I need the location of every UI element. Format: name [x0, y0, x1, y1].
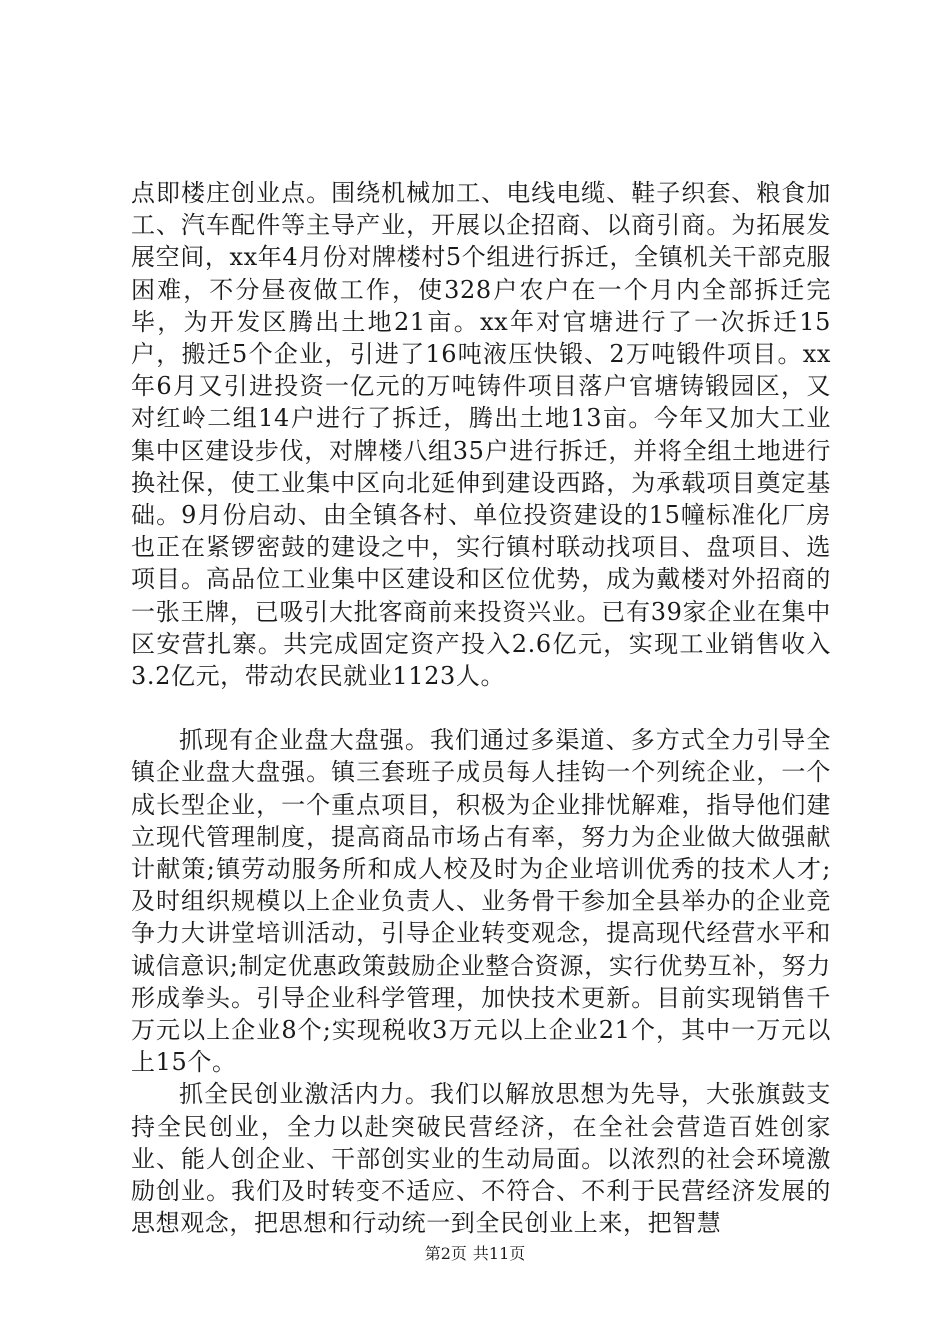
page-footer: [0, 1243, 950, 1265]
page-number-total: 共11页: [472, 1244, 526, 1263]
paragraph-existing-enterprises: 抓现有企业盘大盘强。我们通过多渠道、多方式全力引导全镇企业盘大盘强。镇三套班子成员每人挂钩一个列统企业，一个成长型企业，一个重点项目，积极为企业排忧解难，指导他们建立现代管理制度，提高商品市场占有率，努力为企业做大做强献计献策;镇劳动服务所和成人校及时为企业培训优秀的技术人才;及时组织规模以上企业负责人、业务骨干参加全县举办的企业竞争力大讲堂培训活动，引导企业转变观念，提高现代经营水平和诚信意识;制定优惠政策鼓励企业整合资源，实行优势互补，努力形成拳头。引导企业科学管理，加快技术更新。目前实现销售千万元以上企业8个;实现税收3万元以上企业21个，其中一万元以上15个。: [131, 726, 831, 1077]
page-number-current: 第2页: [424, 1244, 467, 1263]
document-body: [131, 177, 831, 1240]
paragraph-industrial-zone: 点即楼庄创业点。围绕机械加工、电线电缆、鞋子织套、粮食加工、汽车配件等主导产业，开展以企招商、以商引商。为拓展发展空间，xx年4月份对牌楼村5个组进行拆迁，全镇机关干部克服困难，不分昼夜做工作，使328户农户在一个月内全部拆迁完毕，为开发区腾出土地21亩。xx年对官塘进行了一次拆迁15户，搬迁5个企业，引进了16吨液压快锻、2万吨锻件项目。xx年6月又引进投资一亿元的万吨铸件项目落户官塘铸锻园区，又对红岭二组14户进行了拆迁，腾出土地13亩。今年又加大工业集中区建设步伐，对牌楼八组35户进行拆迁，并将全组土地进行换社保，使工业集中区向北延伸到建设西路，为承载项目奠定基础。9月份启动、由全镇各村、单位投资建设的15幢标准化厂房也正在紧锣密鼓的建设之中，实行镇村联动找项目、盘项目、选项目。高品位工业集中区建设和区位优势，成为戴楼对外招商的一张王牌，已吸引大批客商前来投资兴业。已有39家企业在集中区安营扎寨。共完成固定资产投入2.6亿元，实现工业销售收入3.2亿元，带动农民就业1123人。: [131, 179, 831, 691]
paragraph-entrepreneurship: 抓全民创业激活内力。我们以解放思想为先导，大张旗鼓支持全民创业，全力以赴突破民营经济，在全社会营造百姓创家业、能人创企业、干部创实业的生动局面。以浓烈的社会环境激励创业。我们及时转变不适应、不符合、不利于民营经济发展的思想观念，把思想和行动统一到全民创业上来，把智慧: [131, 1080, 831, 1238]
